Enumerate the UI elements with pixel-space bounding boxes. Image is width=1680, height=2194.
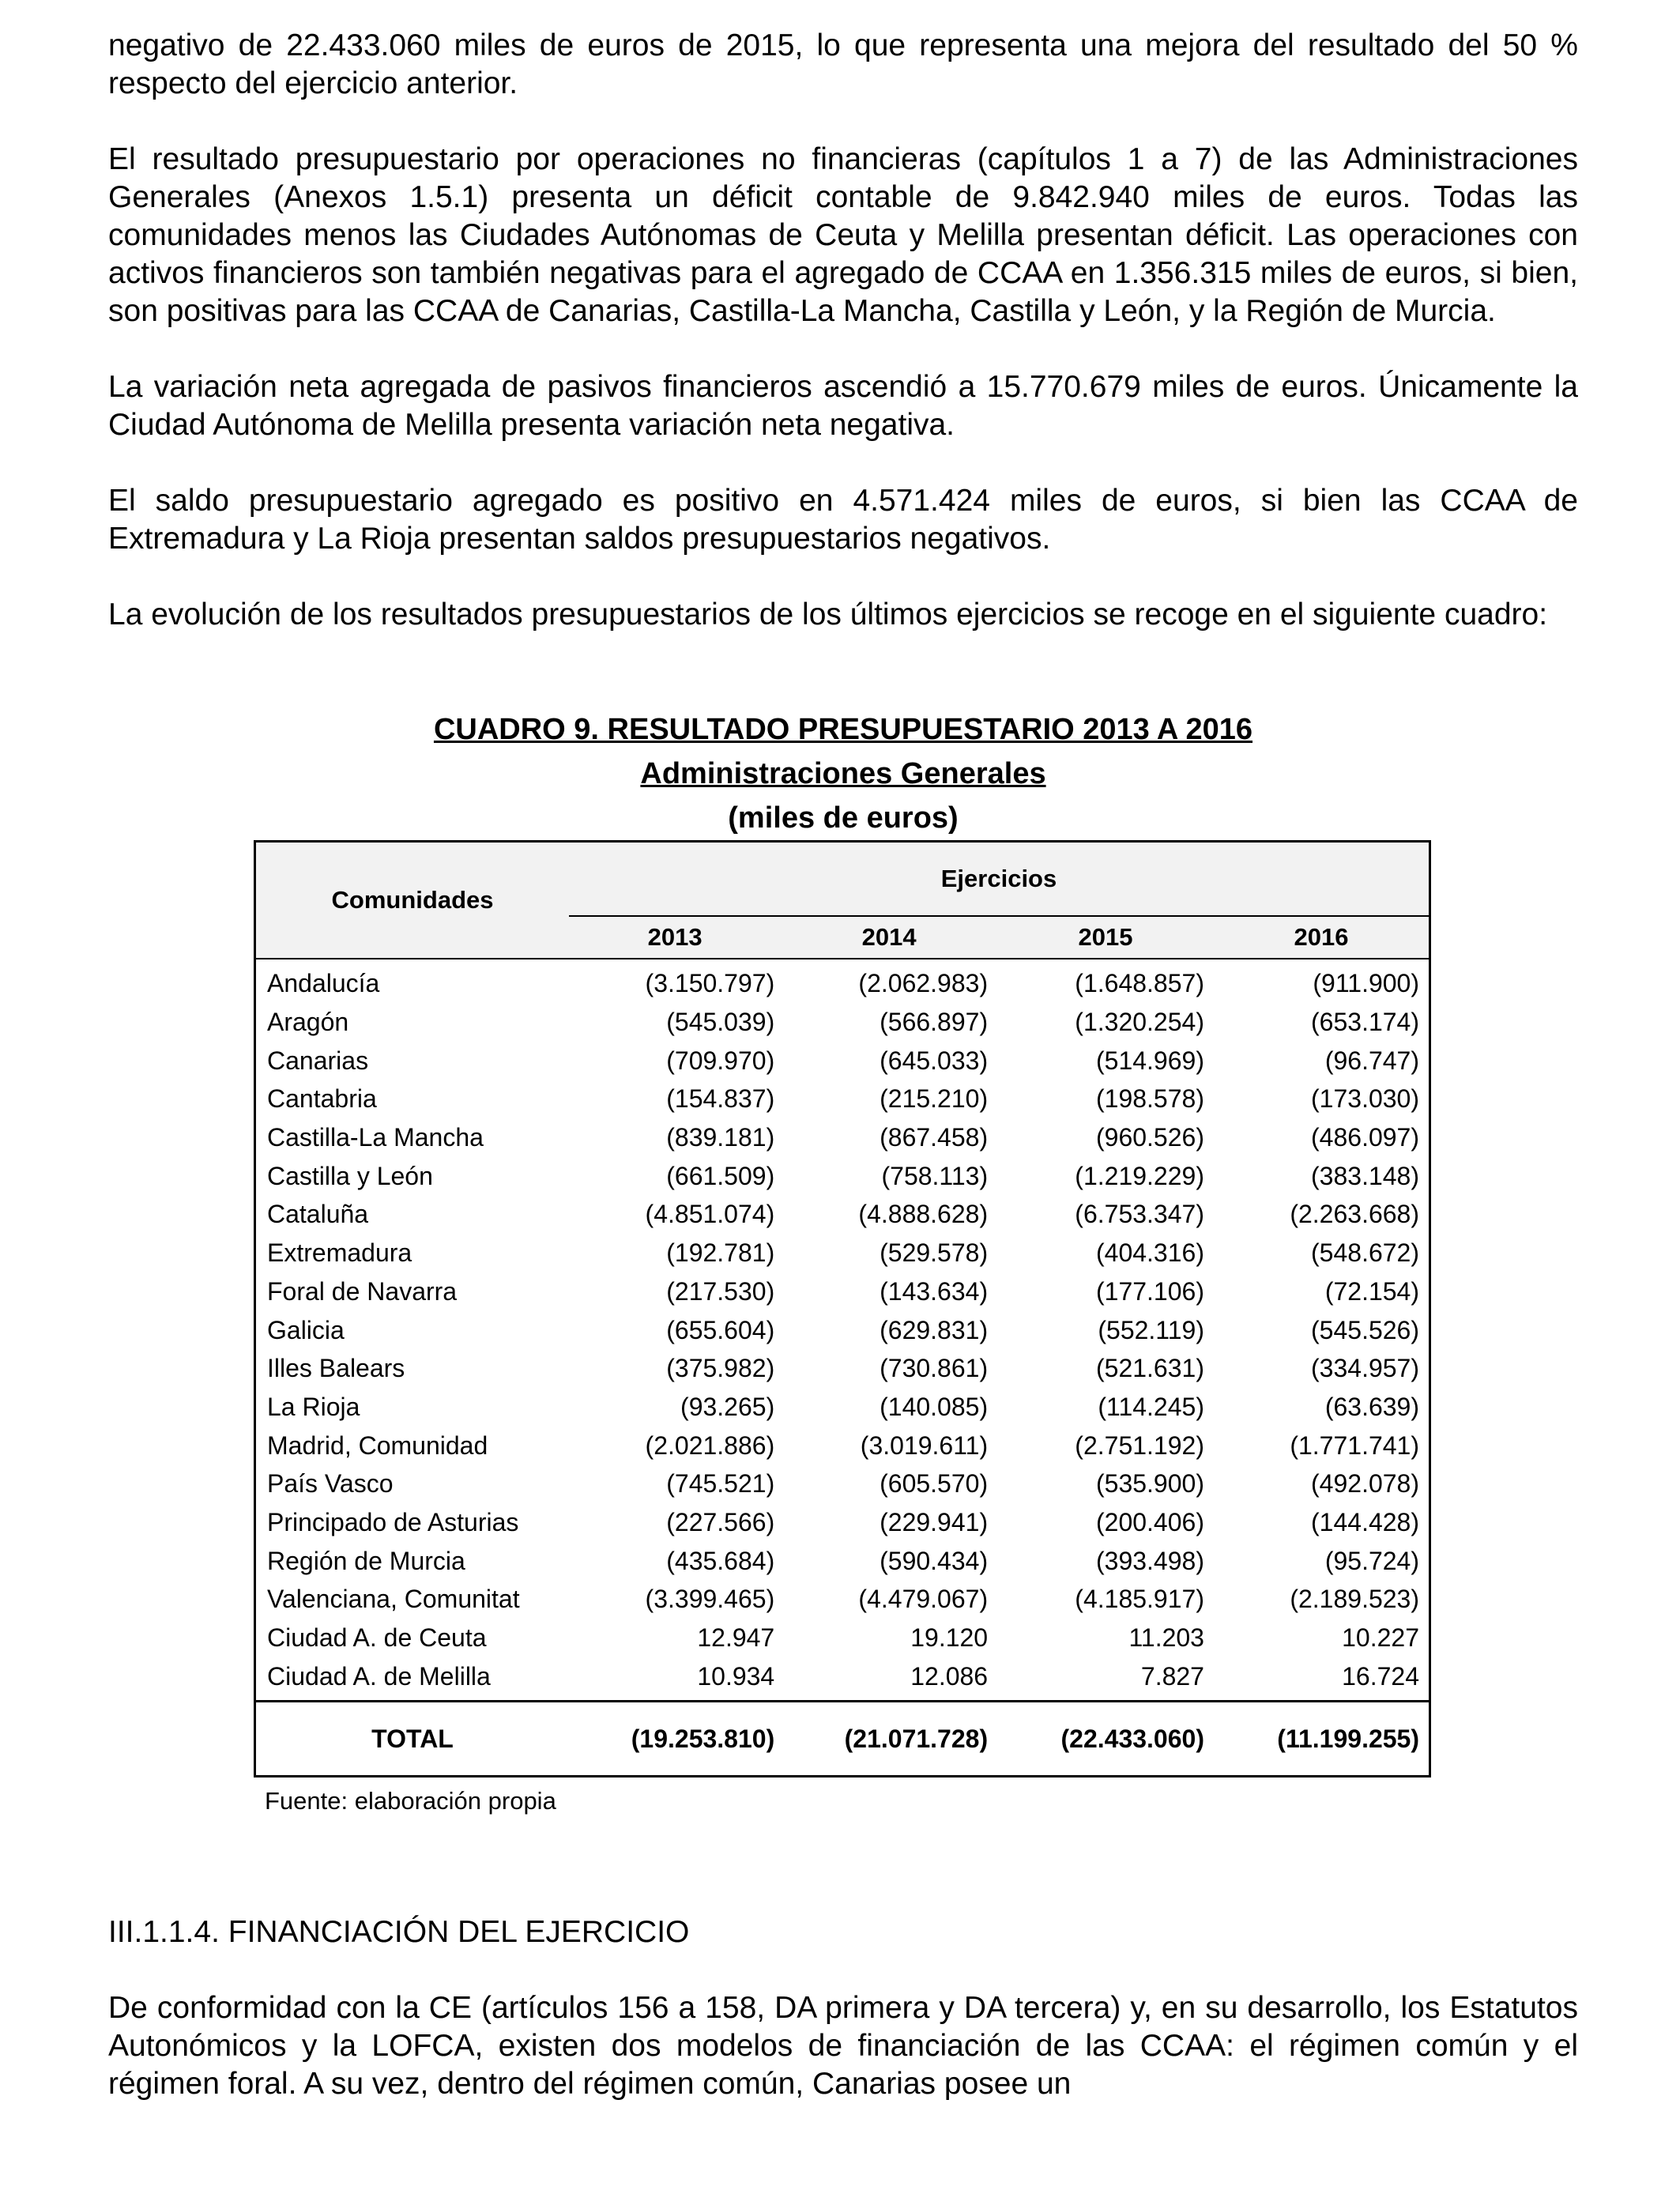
cell-value: (93.265) — [680, 1392, 775, 1421]
community-name: Castilla y León — [267, 1161, 433, 1190]
cell-value: (200.406) — [1095, 1507, 1204, 1536]
total-row — [255, 1702, 1430, 1777]
cell-value: (143.634) — [880, 1276, 989, 1306]
table-row — [255, 1580, 1430, 1619]
cell-value: (1.219.229) — [1075, 1161, 1204, 1190]
total-value: (19.253.810) — [569, 1702, 781, 1777]
cell-value: (545.526) — [1311, 1315, 1419, 1344]
cell-value: (2.062.983) — [858, 969, 989, 998]
document-page — [108, 27, 1578, 2141]
cell-value: (605.570) — [880, 1469, 989, 1498]
total-value: (11.199.255) — [1214, 1702, 1430, 1777]
cell-value: (375.982) — [666, 1354, 775, 1383]
community-name: Andalucía — [267, 969, 380, 998]
paragraph: La variación neta agregada de pasivos financieros ascendió a 15.770.679 miles de euros. Únicamente la Ciudad Autónoma de Melilla presenta variación neta negativa. — [108, 370, 1578, 442]
header-year: 2015 — [997, 916, 1214, 959]
cell-value: (393.498) — [1095, 1546, 1204, 1575]
cell-value: (383.148) — [1311, 1161, 1419, 1190]
cell-value: (745.521) — [666, 1469, 775, 1498]
table-body — [255, 959, 1430, 1702]
cell-value: (653.174) — [1311, 1008, 1419, 1037]
table-row — [255, 1426, 1430, 1465]
cell-value: (140.085) — [880, 1392, 989, 1421]
community-name: Extremadura — [267, 1238, 412, 1268]
community-name: Ciudad A. de Ceuta — [267, 1623, 487, 1653]
cell-value: (529.578) — [880, 1238, 989, 1268]
table-row — [255, 959, 1430, 1003]
cell-value: (229.941) — [880, 1507, 989, 1536]
paragraph: El resultado presupuestario por operaciones no financieras (capítulos 1 a 7) de las Administraciones Generales (Anexos 1.5.1) presenta un déficit contable de 9.842.940 miles de euros. Todas las comunidades menos las Ciudades Autónomas de Ceuta y Melilla presentan déficit. Las operaciones con activos financieros son también negativas para el agregado de CCAA en 1.356.315 miles de euros, si bien, son positivas para las CCAA de Canarias, Castilla-La Mancha, Castilla y León, y la Región de Murcia. — [108, 142, 1578, 328]
header-year: 2014 — [781, 916, 997, 959]
cell-value: (730.861) — [880, 1354, 989, 1383]
cell-value: 10.227 — [1342, 1623, 1419, 1653]
cell-value: 16.724 — [1342, 1661, 1419, 1691]
table-row — [255, 1195, 1430, 1234]
cell-value: (4.888.628) — [858, 1200, 989, 1229]
cell-value: (154.837) — [666, 1084, 775, 1114]
section-heading: III.1.1.4. FINANCIACIÓN DEL EJERCICIO — [108, 1915, 690, 1950]
header-ejercicios: Ejercicios — [569, 842, 1430, 917]
total-label: TOTAL — [255, 1702, 570, 1777]
community-name: Canarias — [267, 1046, 369, 1075]
total-value: (21.071.728) — [781, 1702, 997, 1777]
community-name: Valenciana, Comunitat — [267, 1585, 520, 1614]
community-name: Región de Murcia — [267, 1546, 465, 1575]
community-name: Ciudad A. de Melilla — [267, 1661, 491, 1691]
table-row — [255, 1541, 1430, 1580]
cell-value: (334.957) — [1311, 1354, 1419, 1383]
cell-value: (545.039) — [666, 1008, 775, 1037]
table-row — [255, 1118, 1430, 1157]
community-name: Aragón — [267, 1008, 349, 1037]
cell-value: 12.947 — [697, 1623, 775, 1653]
cell-value: (492.078) — [1311, 1469, 1419, 1498]
cell-value: (144.428) — [1311, 1507, 1419, 1536]
cell-value: (96.747) — [1324, 1046, 1419, 1075]
cell-value: (6.753.347) — [1075, 1200, 1204, 1229]
community-name: Cataluña — [267, 1200, 369, 1229]
cell-value: (839.181) — [666, 1123, 775, 1152]
cell-value: 7.827 — [1140, 1661, 1204, 1691]
table-row — [255, 1156, 1430, 1195]
cell-value: (911.900) — [1313, 969, 1419, 998]
cell-value: 11.203 — [1128, 1623, 1204, 1653]
cell-value: (95.724) — [1324, 1546, 1419, 1575]
cell-value: (4.185.917) — [1075, 1585, 1204, 1614]
cell-value: 12.086 — [910, 1661, 989, 1691]
cell-value: (4.851.074) — [645, 1200, 775, 1229]
cell-value: (867.458) — [880, 1123, 989, 1152]
cell-value: (645.033) — [880, 1046, 989, 1075]
cell-value: (404.316) — [1095, 1238, 1204, 1268]
table-row — [255, 1041, 1430, 1080]
paragraph: negativo de 22.433.060 miles de euros de 2015, lo que representa una mejora del resultado del 50 % respecto del ejercicio anterior. — [108, 28, 1578, 100]
cell-value: (4.479.067) — [858, 1585, 989, 1614]
header-year: 2016 — [1214, 916, 1430, 959]
table-row — [255, 1003, 1430, 1042]
table-row — [255, 1234, 1430, 1272]
cell-value: (192.781) — [666, 1238, 775, 1268]
cell-value: (548.672) — [1311, 1238, 1419, 1268]
community-name: Foral de Navarra — [267, 1276, 458, 1306]
community-name: Principado de Asturias — [267, 1507, 519, 1536]
community-name: País Vasco — [267, 1469, 394, 1498]
cell-value: (177.106) — [1095, 1276, 1204, 1306]
cell-value: (2.021.886) — [645, 1431, 775, 1460]
cell-value: (215.210) — [880, 1084, 989, 1114]
cell-value: (2.189.523) — [1290, 1585, 1419, 1614]
header-communities: Comunidades — [255, 842, 570, 959]
table-row — [255, 1310, 1430, 1349]
header-year: 2013 — [569, 916, 781, 959]
cell-value: (2.751.192) — [1075, 1431, 1204, 1460]
table-title: CUADRO 9. RESULTADO PRESUPUESTARIO 2013 A 2016 — [433, 713, 1253, 746]
table-row — [255, 1349, 1430, 1388]
cell-value: (3.399.465) — [645, 1585, 775, 1614]
cell-value: (63.639) — [1324, 1392, 1419, 1421]
table-row — [255, 1503, 1430, 1542]
cell-value: (960.526) — [1095, 1123, 1204, 1152]
cell-value: (758.113) — [881, 1161, 989, 1190]
cell-value: (3.019.611) — [860, 1431, 989, 1460]
table-row — [255, 1465, 1430, 1503]
cell-value: (217.530) — [666, 1276, 775, 1306]
cell-value: (1.771.741) — [1290, 1431, 1419, 1460]
cell-value: (709.970) — [666, 1046, 775, 1075]
cell-value: 10.934 — [697, 1661, 775, 1691]
table-block — [108, 707, 1578, 1815]
cell-value: (72.154) — [1324, 1276, 1419, 1306]
table-source: Fuente: elaboración propia — [265, 1787, 556, 1815]
paragraph: La evolución de los resultados presupuestarios de los últimos ejercicios se recoge en el siguiente cuadro: — [108, 598, 1548, 631]
cell-value: (1.320.254) — [1075, 1008, 1204, 1037]
total-value: (22.433.060) — [997, 1702, 1214, 1777]
cell-value: (535.900) — [1095, 1469, 1204, 1498]
table-row — [255, 1388, 1430, 1427]
community-name: La Rioja — [267, 1392, 360, 1421]
cell-value: (486.097) — [1311, 1123, 1419, 1152]
cell-value: (227.566) — [666, 1507, 775, 1536]
cell-value: (435.684) — [666, 1546, 775, 1575]
cell-value: (590.434) — [880, 1546, 989, 1575]
cell-value: (552.119) — [1098, 1315, 1204, 1344]
community-name: Madrid, Comunidad — [267, 1431, 488, 1460]
table-units: (miles de euros) — [728, 801, 959, 835]
community-name: Galicia — [267, 1315, 345, 1344]
cell-value: (661.509) — [666, 1161, 775, 1190]
cell-value: (566.897) — [880, 1008, 989, 1037]
cell-value: (2.263.668) — [1290, 1200, 1419, 1229]
cell-value: 19.120 — [910, 1623, 989, 1653]
cell-value: (629.831) — [880, 1315, 989, 1344]
cell-value: (173.030) — [1311, 1084, 1419, 1114]
table-caption — [108, 707, 1578, 840]
cell-value: (521.631) — [1095, 1354, 1204, 1383]
table-row — [255, 1272, 1430, 1311]
community-name: Castilla-La Mancha — [267, 1123, 484, 1152]
paragraph: De conformidad con la CE (artículos 156 a 158, DA primera y DA tercera) y, en su desarrollo, los Estatutos Autonómicos y la LOFCA, existen dos modelos de financiación de las CCAA: el régimen común y el régimen foral. A su vez, dentro del régimen común, Canarias posee un — [108, 1991, 1578, 2102]
cell-value: (1.648.857) — [1075, 969, 1204, 998]
table-subtitle: Administraciones Generales — [640, 757, 1046, 790]
table-row — [255, 1080, 1430, 1118]
community-name: Illes Balears — [267, 1354, 405, 1383]
cell-value: (3.150.797) — [645, 969, 775, 998]
cell-value: (198.578) — [1095, 1084, 1204, 1114]
cell-value: (114.245) — [1098, 1392, 1204, 1421]
cell-value: (514.969) — [1095, 1046, 1204, 1075]
table-row — [255, 1657, 1430, 1701]
table-row — [255, 1619, 1430, 1657]
community-name: Cantabria — [267, 1084, 377, 1114]
paragraph: El saldo presupuestario agregado es positivo en 4.571.424 miles de euros, si bien las CCAA de Extremadura y La Rioja presentan saldos presupuestarios negativos. — [108, 484, 1578, 556]
results-table — [254, 840, 1431, 1777]
cell-value: (655.604) — [666, 1315, 775, 1344]
